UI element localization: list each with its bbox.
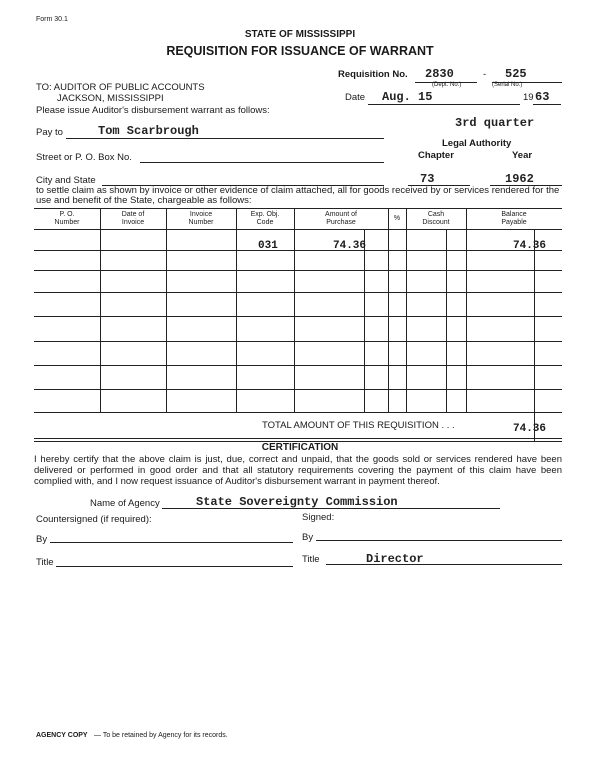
col-line <box>236 208 237 412</box>
col-header-invoice: Invoice Number <box>188 211 214 226</box>
title-value: Director <box>366 552 424 566</box>
col-header-amount: Amount of Purchase <box>325 211 357 226</box>
row1-balance: 74.36 <box>513 240 547 252</box>
street-label: Street or P. O. Box No. <box>36 152 132 163</box>
dept-no-value: 2830 <box>425 67 454 81</box>
table-header-line <box>34 229 562 230</box>
col-header-balance: Balance Payable <box>501 211 527 226</box>
row-line <box>34 341 562 342</box>
serial-no-caption: (Serial No.) <box>492 82 523 88</box>
footer-copy-label: AGENCY COPY <box>36 732 88 739</box>
by-label-right: By <box>302 532 314 543</box>
agency-label: Name of Agency <box>90 498 160 509</box>
legal-authority-label: Legal Authority <box>442 138 512 149</box>
by-label-left: By <box>36 534 48 545</box>
total-label: TOTAL AMOUNT OF THIS REQUISITION . . . <box>262 420 455 431</box>
col-line <box>100 208 101 412</box>
row-line <box>34 389 562 390</box>
requisition-label: Requisition No. <box>338 69 408 80</box>
title-label-left: Title <box>36 557 54 568</box>
title-label-right: Title <box>302 554 320 565</box>
to-line2: JACKSON, MISSISSIPPI <box>57 93 164 104</box>
to-line1: TO: AUDITOR OF PUBLIC ACCOUNTS <box>36 82 205 93</box>
header-title: REQUISITION FOR ISSUANCE OF WARRANT <box>166 44 434 58</box>
settle-text: to settle claim as shown by invoice or other evidence of claim attached, all for goods received by or services rendered for the use and benefit of the State, chargeable as follows: <box>36 185 560 206</box>
pay-to-value: Tom Scarbrough <box>98 124 199 138</box>
dept-no-caption: (Dept. No.) <box>432 82 462 88</box>
total-line <box>34 438 562 439</box>
quarter-value: 3rd quarter <box>455 116 535 130</box>
row-line <box>34 270 562 271</box>
table-top-line <box>34 208 562 209</box>
col-line <box>406 208 407 412</box>
header-state: STATE OF MISSISSIPPI <box>244 29 356 40</box>
year-value: 63 <box>535 90 550 104</box>
serial-no-value: 525 <box>505 67 527 81</box>
row-line <box>34 412 562 413</box>
by-line-right <box>316 540 562 541</box>
title-line-right <box>326 564 562 565</box>
row-line <box>34 316 562 317</box>
city-label: City and State <box>36 175 96 186</box>
year-label: Year <box>512 150 533 161</box>
total-value: 74.36 <box>513 423 547 435</box>
col-line <box>446 229 447 412</box>
row-line <box>34 292 562 293</box>
chapter-value: 73 <box>420 172 435 186</box>
pay-to-label: Pay to <box>36 127 63 138</box>
col-line <box>166 208 167 412</box>
date-value: Aug. 15 <box>382 90 433 104</box>
street-line <box>140 162 384 163</box>
col-header-code: Exp. Obj. Code <box>250 211 280 226</box>
row-line <box>34 365 562 366</box>
dash: - <box>483 69 487 80</box>
footer-copy-note: — To be retained by Agency for its records. <box>94 732 228 739</box>
agency-value: State Sovereignty Commission <box>196 495 398 509</box>
chapter-label: Chapter <box>418 150 454 161</box>
col-header-percent: % <box>393 215 401 222</box>
year-prefix: 19 <box>523 92 534 103</box>
signed-label: Signed: <box>302 512 335 523</box>
to-line3: Please issue Auditor's disbursement warrant as follows: <box>36 105 270 116</box>
col-line <box>466 208 467 412</box>
date-line <box>368 104 520 105</box>
row1-amount: 74.36 <box>333 240 367 252</box>
col-header-discount: Cash Discount <box>422 211 450 226</box>
col-line <box>388 208 389 412</box>
legal-year-value: 1962 <box>505 172 534 186</box>
certification-text: I hereby certify that the above claim is just, due, correct and unpaid, that the goods sold or services rendered have been delivered or performed in good order and that all statutory requirements covering the payment of this claim have been complied with, and I now request issuance of Auditor's disbursement warrant in payment thereof. <box>34 454 562 487</box>
col-header-po: P. O. Number <box>54 211 80 226</box>
col-line <box>534 229 535 441</box>
date-label: Date <box>345 92 366 103</box>
row-line <box>34 250 562 251</box>
by-line-left <box>50 542 293 543</box>
certification-heading: CERTIFICATION <box>261 442 339 453</box>
col-header-date: Date of Invoice <box>121 211 145 226</box>
countersigned-label: Countersigned (if required): <box>36 514 152 525</box>
col-line <box>294 208 295 412</box>
form-number: Form 30.1 <box>36 16 68 23</box>
year-line <box>533 104 561 105</box>
title-line-left <box>56 566 293 567</box>
col-line <box>364 229 365 412</box>
pay-to-line <box>66 138 384 139</box>
row1-code: 031 <box>258 240 278 252</box>
